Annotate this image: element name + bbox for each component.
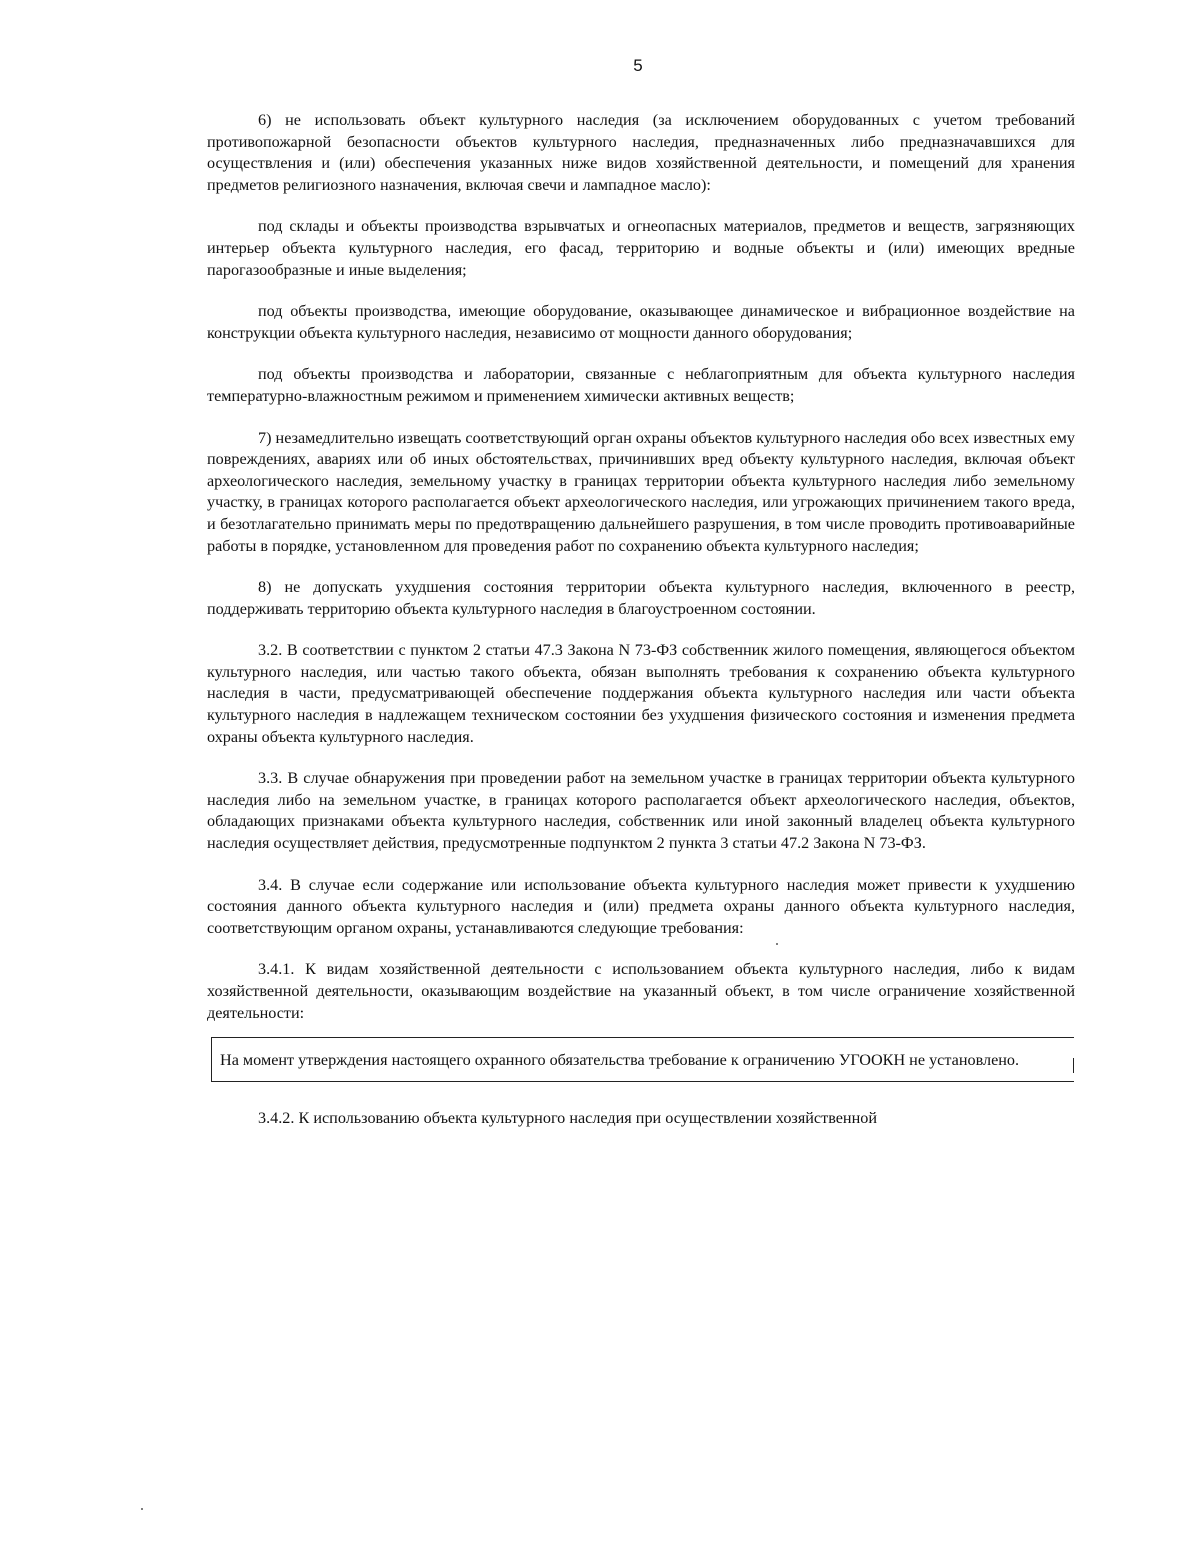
paragraph-warehouses: под склады и объекты производства взрывчатых и огнеопасных материалов, предметов и веществ, загрязняющих интерьер объекта культурного наследия, его фасад, территорию и водные объекты и (или) имеющих вредные парогазообразные и иные выделения; (207, 217, 1075, 279)
paragraph-item-6: 6) не использовать объект культурного наследия (за исключением оборудованных с учетом требований противопожарной безопасности объектов культурного наследия, предназначенных либо предназначавшихся для осуществления и (или) обеспечения указанных ниже видов хозяйственной деятельности, и помещений для хранения предметов религиозного назначения, включая свечи и лампадное масло): (207, 111, 1075, 194)
paragraph-3-3: 3.3. В случае обнаружения при проведении работ на земельном участке в границах территории объекта культурного наследия либо на земельном участке, в границах которого располагается объект археологического наследия, объектов, обладающих признаками объекта культурного наследия, собственник или иной законный владелец объекта культурного наследия осуществляет действия, предусмотренные подпунктом 2 пункта 3 статьи 47.2 Закона N 73-ФЗ. (207, 769, 1075, 853)
notice-text: На момент утверждения настоящего охранного обязательства требование к ограничению УГООКН не установлено. (220, 1051, 1020, 1070)
paragraph-3-2: 3.2. В соответствии с пунктом 2 статьи 47.3 Закона N 73-ФЗ собственник жилого помещения, являющегося объектом культурного наследия, или частью такого объекта, обязан выполнять требования к сохранению объекта культурного наследия в части, предусматривающей обеспечение поддержания объекта культурного наследия или части объекта культурного наследия в надлежащем техническом состоянии без ухудшения физического состояния и изменения предмета охраны объекта культурного наследия. (207, 641, 1075, 746)
paragraph-item-8: 8) не допускать ухудшения состояния территории объекта культурного наследия, включенного в реестр, поддерживать территорию объекта культурного наследия в благоустроенном состоянии. (207, 578, 1075, 618)
page-number: 5 (633, 56, 643, 75)
paragraph-3-4-1: 3.4.1. К видам хозяйственной деятельности с использованием объекта культурного наследия, либо к видам хозяйственной деятельности, оказывающим воздействие на указанный объект, в том числе ограничение хозяйственной деятельности: (207, 960, 1075, 1022)
paragraph-production-equipment: под объекты производства, имеющие оборудование, оказывающее динамическое и вибрационное воздействие на конструкции объекта культурного наследия, независимо от мощности данного оборудования; (207, 302, 1075, 342)
paragraph-item-7: 7) незамедлительно извещать соответствующий орган охраны объектов культурного наследия обо всех известных ему повреждениях, авариях или об иных обстоятельствах, причинивших вред объекту культурного наследия, включая объект археологического наследия, земельному участку в границах территории объекта культурного наследия либо земельному участку, в границах которого располагается объект археологического наследия, или угрожающих причинением такого вреда, и безотлагательно принимать меры по предотвращению дальнейшего разрушения, в том числе проводить противоаварийные работы в порядке, установленном для проведения работ по сохранению объекта культурного наследия; (207, 428, 1075, 555)
notice-box (211, 1037, 1074, 1082)
paragraph-3-4: 3.4. В случае если содержание или использование объекта культурного наследия может привести к ухудшению состояния данного объекта культурного наследия и (или) предмета охраны данного объекта культурного наследия, соответствующим органом охраны, устанавливаются следующие требования: (207, 875, 1075, 937)
scan-speck (776, 943, 778, 945)
paragraph-3-4-2: 3.4.2. К использованию объекта культурного наследия при осуществлении хозяйственной (258, 1108, 878, 1127)
scan-speck (141, 1508, 143, 1510)
document-body (207, 110, 1075, 1149)
paragraph-laboratories: под объекты производства и лаборатории, связанные с неблагоприятным для объекта культурного наследия температурно-влажностным режимом и применением химически активных веществ; (207, 365, 1075, 405)
